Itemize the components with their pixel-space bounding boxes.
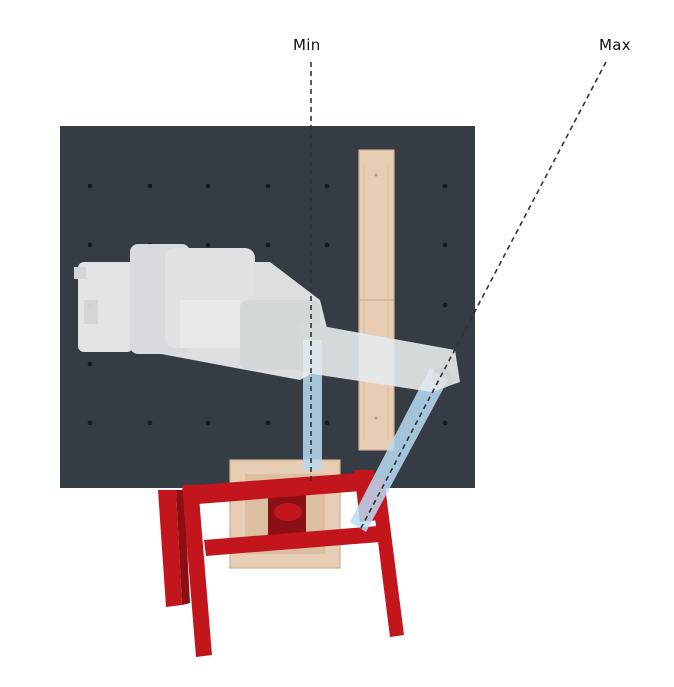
max-label: Max xyxy=(599,36,631,54)
wooden-plank xyxy=(359,150,394,450)
min-label: Min xyxy=(293,36,321,54)
